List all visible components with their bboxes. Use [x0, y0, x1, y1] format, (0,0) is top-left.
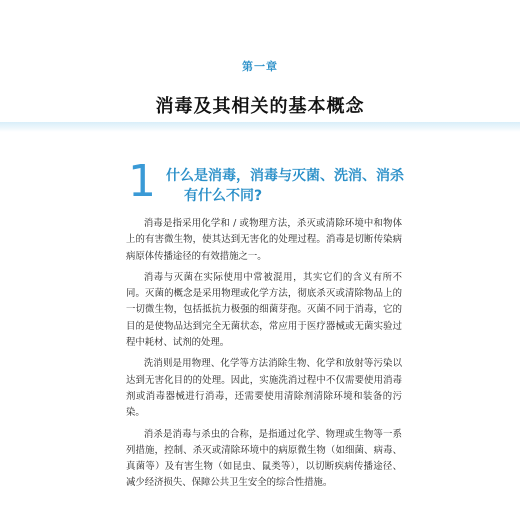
paragraph-disinfection: 消毒是指采用化学和 / 或物理方法，杀灭或清除环境中和物体上的有害微生物，使其达到无害化的处理过程。消毒是切断传染病病原体传播途径的有效措施之一。: [126, 218, 402, 262]
body-text: [126, 216, 402, 497]
section-heading: [166, 166, 416, 206]
paragraph-decontamination: 洗消则是用物理、化学等方法消除生物、化学和放射等污染以达到无害化目的的处理。因此，实施洗消过程中不仅需要使用消毒剂或消毒器械进行消毒，还需要使用清除剂清除环境和装备的污染。: [126, 358, 402, 419]
paragraph-sterilization: 消毒与灭菌在实际使用中常被混用，其实它们的含义有所不同。灭菌的概念是采用物理或化学方法，彻底杀灭或清除物品上的一切微生物，包括抵抗力极强的细菌芽孢。灭菌不同于消毒，它的目的是使物品达到完全无菌状态，常应用于医疗器械或无菌实验过程中耗材、试剂的处理。: [126, 271, 402, 349]
section-heading-line-1: 什么是消毒，消毒与灭菌、洗消、消杀: [166, 168, 404, 184]
title-divider-band: [0, 122, 520, 132]
section-number: 1: [128, 156, 156, 207]
chapter-label: 第一章: [242, 60, 278, 73]
paragraph-disinfestation: 消杀是消毒与杀虫的合称，是指通过化学、物理或生物等一系列措施，控制、杀灭或清除环境中的病原微生物（如细菌、病毒、真菌等）及有害生物（如昆虫、鼠类等），以切断疾病传播途径、减少经济损失、保障公共卫生安全的综合性措施。: [126, 428, 402, 489]
section-heading-line-2: 有什么不同?: [184, 188, 263, 204]
chapter-title: 消毒及其相关的基本概念: [155, 96, 365, 117]
